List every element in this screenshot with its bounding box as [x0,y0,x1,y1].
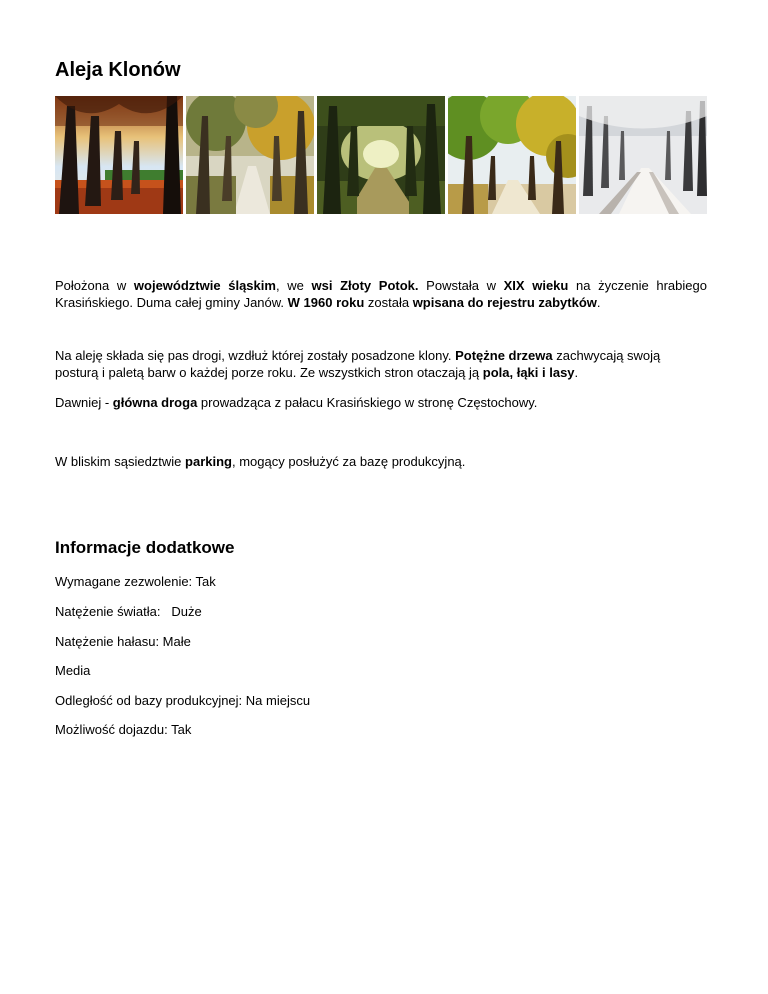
paragraph-location: Położona w województwie śląskim, we wsi Złoty Potok. Powstała w XIX wieku na życzenie hrabiego Krasińskiego. Duma całej gminy Janów. W 1960 roku została wpisana do rejestru zabytków. [55,278,707,310]
autumn-alley-photo [55,96,183,214]
photo-gallery [55,96,710,214]
green-alley-photo [317,96,445,214]
paragraph-history: Dawniej - główna droga prowadząca z pałacu Krasińskiego w stronę Częstochowy. [55,395,538,410]
info-permit: Wymagane zezwolenie: Tak [55,574,216,589]
winter-alley-photo [579,96,707,214]
section-title: Informacje dodatkowe [55,538,235,557]
paragraph-parking: W bliskim sąsiedztwie parking, mogący posłużyć za bazę produkcyjną. [55,454,466,469]
golden-alley-photo [186,96,314,214]
info-media: Media [55,663,91,678]
info-noise: Natężenie hałasu: Małe [55,634,191,649]
page-title: Aleja Klonów [55,59,181,81]
info-light: Natężenie światła: Duże [55,604,202,619]
info-distance: Odległość od bazy produkcyjnej: Na miejscu [55,693,311,708]
summer-alley-photo [448,96,576,214]
info-access: Możliwość dojazdu: Tak [55,722,192,737]
paragraph-description: Na aleję składa się pas drogi, wzdłuż której zostały posadzone klony. Potężne drzewa zachwycają swoją posturą i paletą barw o każdej porze roku. Ze wszystkich stron otaczają ją pola, łąki i lasy. [55,348,661,380]
